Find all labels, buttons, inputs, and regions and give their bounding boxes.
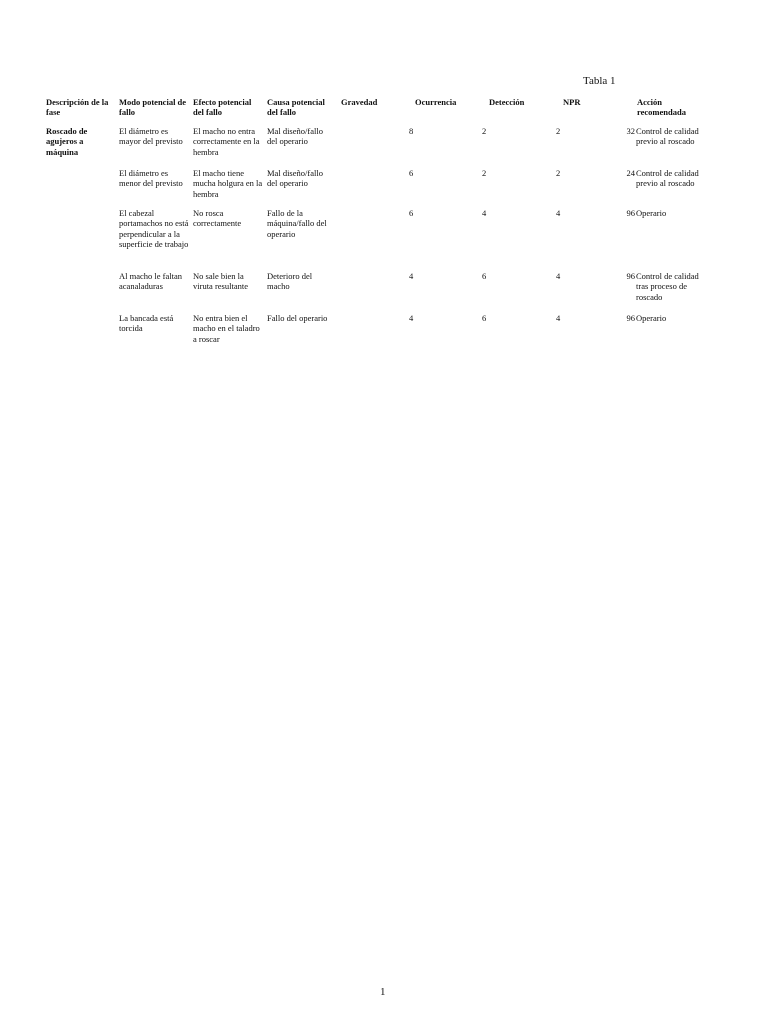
row-3-accion: Operario [636, 208, 667, 218]
row-2-efecto: El macho tiene mucha holgura en la hembra [193, 168, 263, 199]
header-modo: Modo potencial de fallo [119, 97, 187, 118]
row-2-accion: Control de calidad previo al roscado [636, 168, 699, 189]
row-4-efecto: No sale bien la viruta resultante [193, 271, 248, 292]
row-3-deteccion: 4 [556, 208, 561, 218]
page-number: 1 [380, 986, 386, 998]
row-1-efecto: El macho no entra correctamente en la hembra [193, 126, 260, 157]
header-causa: Causa potencial del fallo [267, 97, 325, 118]
row-5-causa: Fallo del operario [267, 313, 328, 323]
row-1-accion: Control de calidad previo al roscado [636, 126, 699, 147]
row-2-deteccion: 2 [556, 168, 561, 178]
row-1-ocurrencia: 2 [482, 126, 487, 136]
row-5-npr: 96 [626, 313, 635, 323]
header-ocurrencia: Ocurrencia [415, 97, 457, 107]
row-2-causa: Mal diseño/fallo del operario [267, 168, 323, 189]
row-3-gravedad: 6 [409, 208, 414, 218]
row-4-ocurrencia: 6 [482, 271, 487, 281]
row-4-npr: 96 [626, 271, 635, 281]
row-3-efecto: No rosca correctamente [193, 208, 242, 229]
row-1-deteccion: 2 [556, 126, 561, 136]
row-2-ocurrencia: 2 [482, 168, 487, 178]
row-4-causa: Deterioro del macho [267, 271, 313, 292]
row-1-causa: Mal diseño/fallo del operario [267, 126, 323, 147]
row-5-ocurrencia: 6 [482, 313, 487, 323]
row-5-gravedad: 4 [409, 313, 414, 323]
header-deteccion: Detección [489, 97, 525, 107]
phase-label: Roscado de agujeros a máquina [46, 126, 88, 157]
row-5-efecto: No entra bien el macho en el taladro a roscar [193, 313, 260, 344]
row-2-modo: El diámetro es menor del previsto [119, 168, 183, 189]
row-1-npr: 32 [626, 126, 635, 136]
header-accion: Acción recomendada [637, 97, 686, 118]
row-3-causa: Fallo de la máquina/fallo del operario [267, 208, 327, 239]
header-efecto: Efecto potencial del fallo [193, 97, 252, 118]
row-4-accion: Control de calidad tras proceso de roscado [636, 271, 699, 302]
row-5-modo: La bancada está torcida [119, 313, 174, 334]
row-3-ocurrencia: 4 [482, 208, 487, 218]
header-npr: NPR [563, 97, 581, 107]
row-3-modo: El cabezal portamachos no está perpendicular a la superficie de trabajo [119, 208, 189, 250]
row-1-gravedad: 8 [409, 126, 414, 136]
row-4-gravedad: 4 [409, 271, 414, 281]
row-2-npr: 24 [626, 168, 635, 178]
row-4-modo: Al macho le faltan acanaladuras [119, 271, 183, 292]
row-5-accion: Operario [636, 313, 667, 323]
row-1-modo: El diámetro es mayor del previsto [119, 126, 183, 147]
row-3-npr: 96 [626, 208, 635, 218]
header-fase: Descripción de la fase [46, 97, 109, 118]
table-caption: Tabla 1 [583, 75, 616, 87]
row-2-gravedad: 6 [409, 168, 414, 178]
header-gravedad: Gravedad [341, 97, 378, 107]
row-4-deteccion: 4 [556, 271, 561, 281]
row-5-deteccion: 4 [556, 313, 561, 323]
